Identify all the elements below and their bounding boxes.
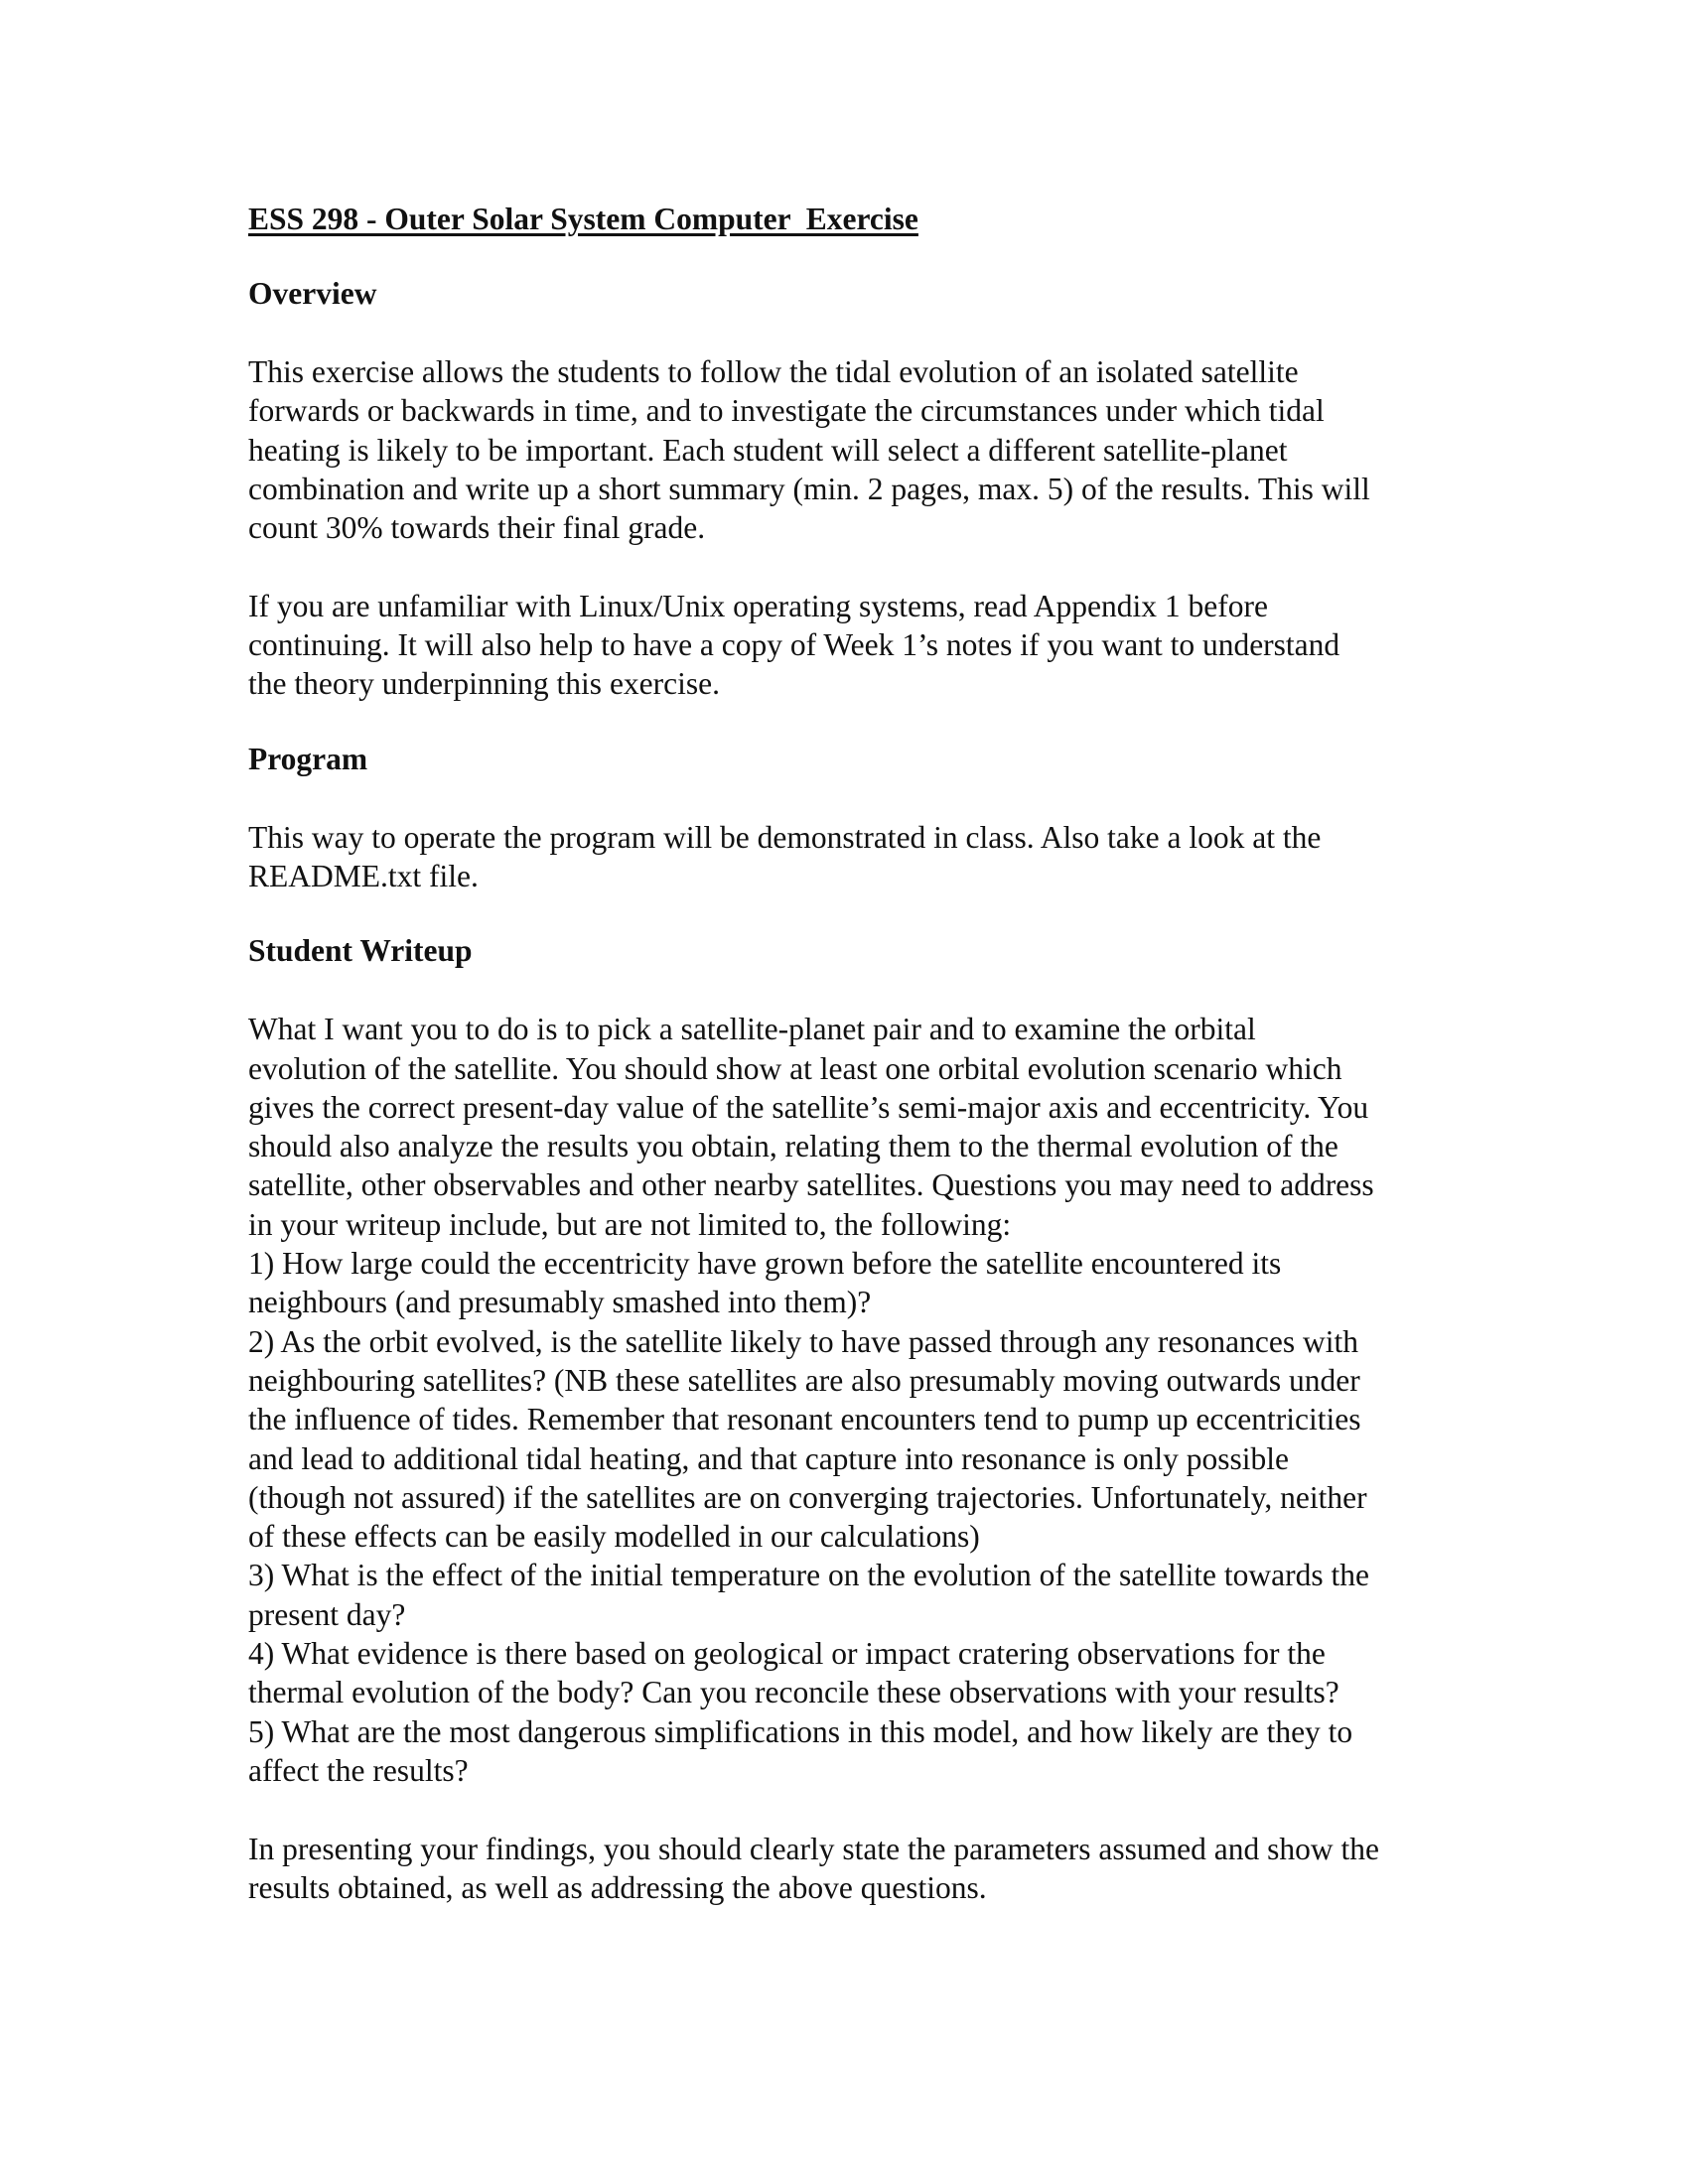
question-1-line: 1) How large could the eccentricity have grown before the satellite encountered its xyxy=(248,1246,1282,1282)
question-2-line: (though not assured) if the satellites are on converging trajectories. Unfortunately, neither xyxy=(248,1479,1367,1515)
question-4-line: thermal evolution of the body? Can you reconcile these observations with your results? xyxy=(248,1675,1339,1710)
overview-paragraph-1 xyxy=(248,352,1465,547)
section-heading-overview: Overview xyxy=(248,276,377,311)
text-line: What I want you to do is to pick a satellite-planet pair and to examine the orbital xyxy=(248,1012,1256,1047)
text-line: results obtained, as well as addressing the above questions. xyxy=(248,1869,987,1905)
question-2-line: the influence of tides. Remember that resonant encounters tend to pump up eccentricities xyxy=(248,1402,1361,1437)
paragraph-spacer xyxy=(248,1790,1465,1829)
question-3-line: 3) What is the effect of the initial temperature on the evolution of the satellite towards the xyxy=(248,1558,1369,1593)
text-line: should also analyze the results you obtain, relating them to the thermal evolution of the xyxy=(248,1129,1338,1164)
text-line: continuing. It will also help to have a copy of Week 1’s notes if you want to understand xyxy=(248,627,1340,663)
text-line: satellite, other observables and other nearby satellites. Questions you may need to address xyxy=(248,1167,1374,1203)
document-title: ESS 298 - Outer Solar System Computer Exercise xyxy=(248,202,918,236)
text-line: combination and write up a short summary (min. 2 pages, max. 5) of the results. This will xyxy=(248,471,1370,506)
question-2-line: of these effects can be easily modelled in our calculations) xyxy=(248,1519,980,1555)
question-2-line: neighbouring satellites? (NB these satellites are also presumably moving outwards under xyxy=(248,1362,1360,1398)
writeup-paragraph-2 xyxy=(248,1830,1465,1908)
overview-paragraph-2 xyxy=(248,587,1465,704)
writeup-paragraph-1 xyxy=(248,1010,1465,1790)
text-line: in your writeup include, but are not limited to, the following: xyxy=(248,1206,1012,1242)
text-line: This way to operate the program will be demonstrated in class. Also take a look at the xyxy=(248,819,1322,855)
text-line: gives the correct present-day value of the satellite’s semi-major axis and eccentricity. You xyxy=(248,1089,1369,1125)
question-5-line: 5) What are the most dangerous simplifications in this model, and how likely are they to xyxy=(248,1713,1353,1749)
question-3-line: present day? xyxy=(248,1596,406,1632)
document-content xyxy=(248,197,1465,1907)
question-2-line: 2) As the orbit evolved, is the satellite likely to have passed through any resonances with xyxy=(248,1323,1358,1359)
text-line: forwards or backwards in time, and to investigate the circumstances under which tidal xyxy=(248,393,1325,429)
section-spacer xyxy=(248,704,1465,740)
section-heading-writeup: Student Writeup xyxy=(248,933,473,969)
text-line: heating is likely to be important. Each student will select a different satellite-planet xyxy=(248,432,1288,468)
text-line: This exercise allows the students to follow the tidal evolution of an isolated satellite xyxy=(248,354,1299,389)
text-line: evolution of the satellite. You should show at least one orbital evolution scenario which xyxy=(248,1050,1342,1086)
section-spacer xyxy=(248,895,1465,931)
question-5-line: affect the results? xyxy=(248,1752,469,1788)
text-line: the theory underpinning this exercise. xyxy=(248,666,720,702)
question-4-line: 4) What evidence is there based on geological or impact cratering observations for the xyxy=(248,1636,1326,1672)
text-line: If you are unfamiliar with Linux/Unix operating systems, read Appendix 1 before xyxy=(248,588,1268,623)
text-line: README.txt file. xyxy=(248,858,479,893)
question-1-line: neighbours (and presumably smashed into them)? xyxy=(248,1285,872,1320)
paragraph-spacer xyxy=(248,547,1465,586)
text-line: In presenting your findings, you should clearly state the parameters assumed and show the xyxy=(248,1831,1379,1866)
section-heading-program: Program xyxy=(248,741,368,776)
text-line: count 30% towards their final grade. xyxy=(248,510,706,546)
question-2-line: and lead to additional tidal heating, and that capture into resonance is only possible xyxy=(248,1440,1289,1476)
program-paragraph xyxy=(248,818,1465,896)
